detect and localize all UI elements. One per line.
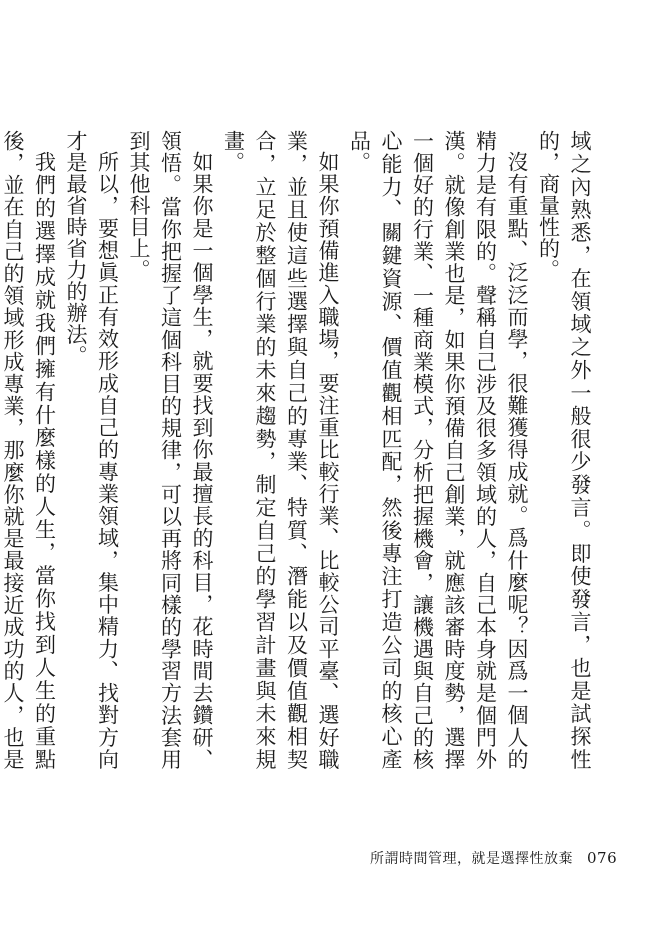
page-number: 076 [587,849,618,867]
paragraph-5: 所以，要想眞正有效形成自己的專業領域，集中精力、找對方向才是最省時省力的辦法。 [64,130,120,770]
body-text [0,130,595,770]
page-footer [370,848,617,868]
paragraph-1: 域之內熟悉，在領域之外一般很少發言。即使發言，也是試探性的，商量性的。 [536,130,592,770]
paragraph-2: 沒有重點、泛泛而學，很難獲得成就。爲什麼呢？因爲一個人的精力是有限的。聲稱自己涉及很多領域的人，自己本身就是個門外漢。就像創業也是，如果你預備自己創業，就應該審時度勢，選擇一個好的行業、一種商業模式，分析把握機會，讓機遇與自己的核心能力、關鍵資源、價值觀相匹配，然後專注打造公司的核心產品。 [347,130,529,770]
running-title: 所謂時間管理，就是選擇性放棄 [370,851,573,867]
paragraph-3: 如果你預備進入職場，要注重比較行業、比較公司平臺、選好職業，並且使這些選擇與自己的專業、特質、潛能以及價值觀相契合，立足於整個行業的未來趨勢，制定自己的學習計畫與未來規畫。 [221,130,340,770]
paragraph-4: 如果你是一個學生，就要找到你最擅長的科目，花時間去鑽研、領悟。當你把握了這個科目的規律，可以再將同樣的學習方法套用到其他科目上。 [127,130,214,770]
paragraph-6: 我們的選擇成就我們擁有什麼樣的人生，當你找到人生的重點後，並在自己的領域形成專業，那麼你就是最接近成功的人，也是 [1,130,57,770]
